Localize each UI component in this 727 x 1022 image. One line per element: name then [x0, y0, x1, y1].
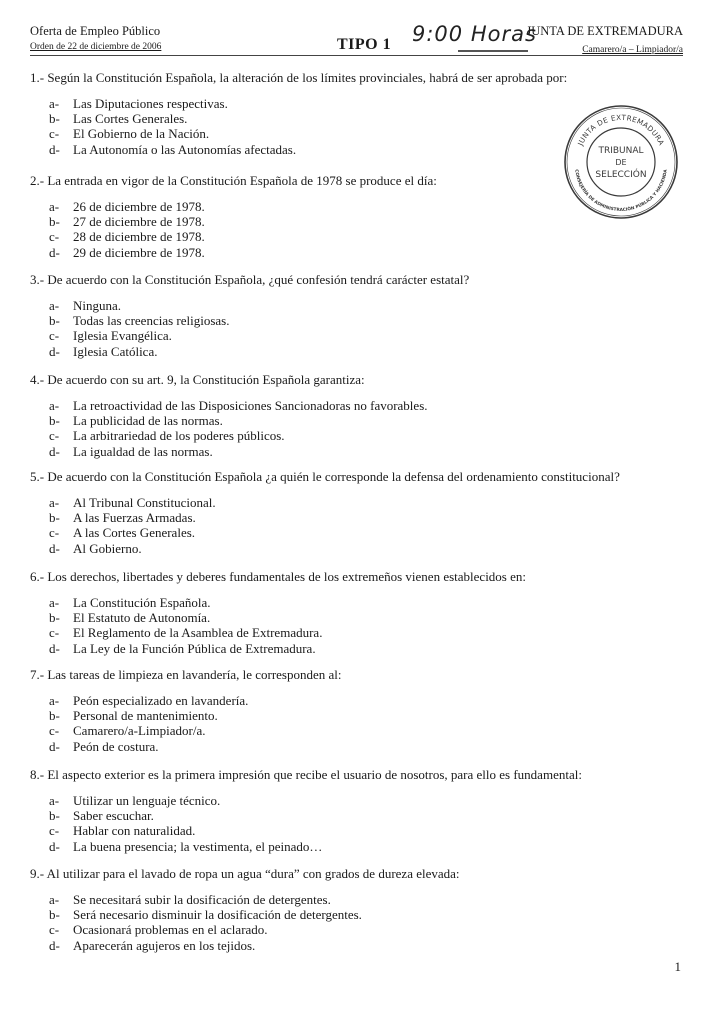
- option-text: La Ley de la Función Pública de Extremadura.: [73, 640, 316, 656]
- answer-options-list: [30, 96, 702, 157]
- answer-options-list: [30, 693, 702, 754]
- header-right: [526, 24, 683, 55]
- option-letter: c-: [49, 922, 60, 938]
- question-block: [30, 173, 702, 260]
- option-letter: a-: [49, 793, 60, 808]
- handwritten-time-note: 9:00 Horas: [412, 22, 537, 46]
- option-text: Iglesia Católica.: [73, 343, 158, 359]
- question-stem: 1.- Según la Constitución Española, la alteración de los límites provinciales, habrá de ser aprobada por:: [30, 70, 568, 85]
- answer-option[interactable]: [49, 214, 702, 229]
- question-stem: 5.- De acuerdo con la Constitución Española ¿a quién le corresponde la defensa del ordenamiento constitucional?: [30, 469, 620, 484]
- header-order-date: Orden de 22 de diciembre de 2006: [30, 42, 162, 52]
- answer-option[interactable]: [49, 907, 702, 922]
- question-block: [30, 667, 702, 754]
- question-stem: 3.- De acuerdo con la Constitución Española, ¿qué confesión tendrá carácter estatal?: [30, 272, 470, 287]
- option-text: Ninguna.: [73, 298, 122, 313]
- option-letter: d-: [49, 343, 60, 359]
- answer-option[interactable]: [49, 428, 702, 443]
- answer-option[interactable]: [49, 245, 702, 260]
- answer-option[interactable]: [49, 328, 702, 343]
- question-stem: 7.- Las tareas de limpieza en lavandería, le corresponden al:: [30, 667, 342, 682]
- option-letter: b-: [49, 808, 60, 824]
- option-text: La publicidad de las normas.: [73, 413, 223, 429]
- option-text: Se necesitará subir la dosificación de detergentes.: [73, 892, 331, 907]
- option-letter: d-: [49, 738, 60, 754]
- option-text: 29 de diciembre de 1978.: [73, 244, 205, 260]
- option-text: Al Tribunal Constitucional.: [73, 495, 216, 510]
- option-text: Hablar con naturalidad.: [73, 823, 196, 839]
- answer-options-list: [30, 595, 702, 656]
- question-stem: 9.- Al utilizar para el lavado de ropa un agua “dura” con grados de dureza elevada:: [30, 866, 460, 881]
- answer-option[interactable]: [49, 823, 702, 838]
- answer-option[interactable]: [49, 723, 702, 738]
- option-letter: b-: [49, 111, 60, 127]
- option-letter: c-: [49, 328, 60, 344]
- stamp-ring-top-text: JUNTA DE EXTREMADURA: [575, 112, 667, 147]
- question-block: [30, 372, 702, 459]
- answer-option[interactable]: [49, 641, 702, 656]
- header-job-category: Camarero/a – Limpiador/a: [582, 45, 683, 55]
- option-letter: a-: [49, 199, 60, 214]
- answer-option[interactable]: [49, 229, 702, 244]
- answer-option[interactable]: [49, 344, 702, 359]
- option-letter: b-: [49, 313, 60, 329]
- option-letter: c-: [49, 428, 60, 444]
- option-letter: b-: [49, 413, 60, 429]
- answer-option[interactable]: [49, 739, 702, 754]
- option-text: Saber escuchar.: [73, 808, 154, 824]
- option-text: Todas las creencias religiosas.: [73, 313, 230, 329]
- stamp-center-line3: SELECCIÓN: [595, 170, 647, 180]
- answer-option[interactable]: [49, 495, 702, 510]
- answer-option[interactable]: [49, 541, 702, 556]
- handwritten-underline: [458, 50, 528, 52]
- answer-option[interactable]: [49, 839, 702, 854]
- option-letter: d-: [49, 443, 60, 459]
- option-letter: b-: [49, 610, 60, 626]
- option-letter: a-: [49, 693, 60, 708]
- option-text: Camarero/a-Limpiador/a.: [73, 723, 206, 739]
- option-letter: a-: [49, 595, 60, 610]
- option-letter: c-: [49, 525, 60, 541]
- answer-options-list: [30, 793, 702, 854]
- option-text: Peón de costura.: [73, 738, 159, 754]
- answer-option[interactable]: [49, 708, 702, 723]
- option-text: Iglesia Evangélica.: [73, 328, 172, 344]
- answer-option[interactable]: [49, 525, 702, 540]
- option-text: La arbitrariedad de los poderes públicos.: [73, 428, 285, 444]
- answer-option[interactable]: [49, 413, 702, 428]
- answer-option[interactable]: [49, 625, 702, 640]
- option-letter: c-: [49, 823, 60, 839]
- answer-option[interactable]: [49, 199, 702, 214]
- option-letter: d-: [49, 244, 60, 260]
- answer-option[interactable]: [49, 793, 702, 808]
- stamp-center-line2: DE: [615, 158, 627, 167]
- option-text: Utilizar un lenguaje técnico.: [73, 793, 221, 808]
- option-letter: a-: [49, 398, 60, 413]
- question-block: [30, 272, 702, 359]
- answer-option[interactable]: [49, 111, 702, 126]
- option-text: La igualdad de las normas.: [73, 443, 213, 459]
- answer-option[interactable]: [49, 808, 702, 823]
- stamp-ring-bottom-text: CONSEJERÍA DE ADMINISTRACIÓN PÚBLICA Y HACIENDA: [573, 169, 669, 214]
- question-stem: 4.- De acuerdo con su art. 9, la Constitución Española garantiza:: [30, 372, 365, 387]
- header-offer-label: Oferta de Empleo Público: [30, 24, 161, 38]
- option-letter: b-: [49, 510, 60, 526]
- question-block: [30, 469, 702, 556]
- option-letter: c-: [49, 229, 60, 245]
- answer-options-list: [30, 298, 702, 359]
- option-letter: d-: [49, 640, 60, 656]
- option-text: La retroactividad de las Disposiciones Sancionadoras no favorables.: [73, 398, 428, 413]
- answer-option[interactable]: [49, 510, 702, 525]
- option-text: La Constitución Española.: [73, 595, 211, 610]
- option-letter: d-: [49, 141, 60, 157]
- option-text: A las Fuerzas Armadas.: [73, 510, 196, 526]
- question-block: [30, 70, 702, 157]
- answer-option[interactable]: [49, 938, 702, 953]
- option-text: Las Diputaciones respectivas.: [73, 96, 228, 111]
- answer-option[interactable]: [49, 126, 702, 141]
- question-stem: 8.- El aspecto exterior es la primera impresión que recibe el usuario de nosotros, para ello es fundamental:: [30, 767, 582, 782]
- question-stem: 6.- Los derechos, libertades y deberes fundamentales de los extremeños vienen establecidos en:: [30, 569, 526, 584]
- option-text: Será necesario disminuir la dosificación de detergentes.: [73, 907, 362, 923]
- question-stem: 2.- La entrada en vigor de la Constitución Española de 1978 se produce el día:: [30, 173, 437, 188]
- answer-option[interactable]: [49, 398, 702, 413]
- option-letter: b-: [49, 907, 60, 923]
- option-letter: c-: [49, 625, 60, 641]
- option-letter: d-: [49, 540, 60, 556]
- question-block: [30, 767, 702, 854]
- option-text: La buena presencia; la vestimenta, el peinado…: [73, 838, 323, 854]
- option-text: El Estatuto de Autonomía.: [73, 610, 211, 626]
- option-letter: c-: [49, 126, 60, 142]
- option-text: Peón especializado en lavandería.: [73, 693, 249, 708]
- option-letter: a-: [49, 892, 60, 907]
- answer-option[interactable]: [49, 922, 702, 937]
- option-text: Al Gobierno.: [73, 540, 142, 556]
- answer-option[interactable]: [49, 610, 702, 625]
- option-text: El Reglamento de la Asamblea de Extremadura.: [73, 625, 323, 641]
- option-text: Las Cortes Generales.: [73, 111, 188, 127]
- answer-option[interactable]: [49, 693, 702, 708]
- option-letter: b-: [49, 214, 60, 230]
- answer-option[interactable]: [49, 298, 702, 313]
- answer-options-list: [30, 495, 702, 556]
- option-text: Aparecerán agujeros en los tejidos.: [73, 937, 256, 953]
- answer-option[interactable]: [49, 313, 702, 328]
- answer-options-list: [30, 398, 702, 459]
- option-text: A las Cortes Generales.: [73, 525, 196, 541]
- question-block: [30, 569, 702, 656]
- option-letter: a-: [49, 298, 60, 313]
- answer-options-list: [30, 892, 702, 953]
- header-institution: JUNTA DE EXTREMADURA: [526, 24, 683, 38]
- option-letter: c-: [49, 723, 60, 739]
- question-block: [30, 866, 702, 953]
- option-letter: a-: [49, 495, 60, 510]
- answer-option[interactable]: [49, 595, 702, 610]
- option-text: El Gobierno de la Nación.: [73, 126, 210, 142]
- option-text: Personal de mantenimiento.: [73, 708, 218, 724]
- answer-option[interactable]: [49, 96, 702, 111]
- page-number: 1: [674, 959, 681, 974]
- option-letter: b-: [49, 708, 60, 724]
- option-text: 27 de diciembre de 1978.: [73, 214, 205, 230]
- answer-options-list: [30, 199, 702, 260]
- option-letter: d-: [49, 838, 60, 854]
- option-text: Ocasionará problemas en el aclarado.: [73, 922, 268, 938]
- option-letter: d-: [49, 937, 60, 953]
- header-divider: [30, 55, 683, 56]
- exam-type-label: TIPO 1: [337, 36, 392, 53]
- option-letter: a-: [49, 96, 60, 111]
- answer-option[interactable]: [49, 444, 702, 459]
- answer-option[interactable]: [49, 892, 702, 907]
- header-left: [30, 24, 161, 52]
- option-text: 28 de diciembre de 1978.: [73, 229, 205, 245]
- option-text: 26 de diciembre de 1978.: [73, 199, 205, 214]
- stamp-center-line1: TRIBUNAL: [598, 146, 644, 156]
- answer-option[interactable]: [49, 142, 702, 157]
- option-text: La Autonomía o las Autonomías afectadas.: [73, 141, 297, 157]
